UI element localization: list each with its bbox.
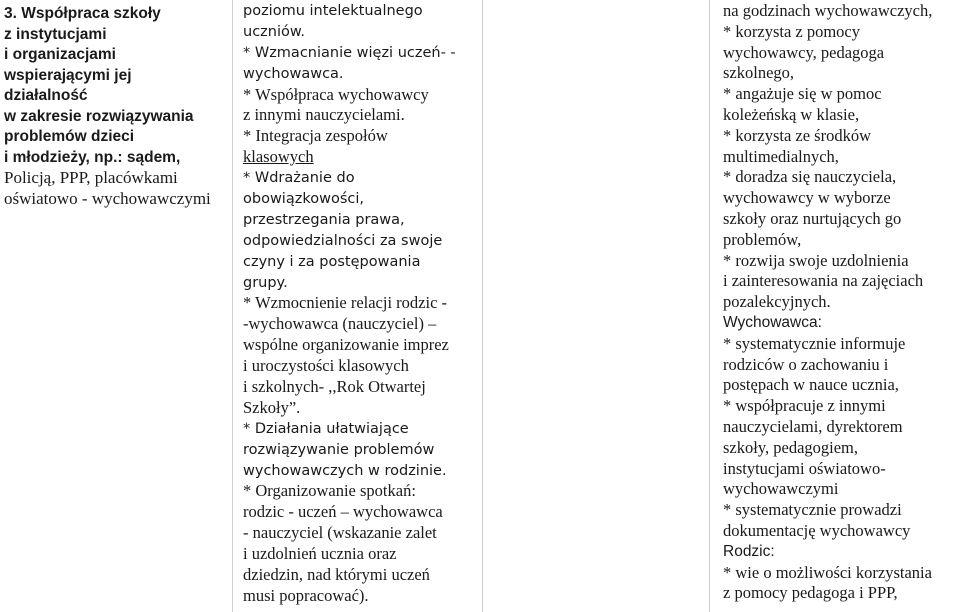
- text-line: 3. Współpraca szkoły: [4, 5, 161, 22]
- text-line: działalność: [4, 87, 88, 104]
- text-line: Policją, PPP, placówkami: [4, 168, 178, 187]
- text-line: instytucjami oświatowo-: [723, 458, 886, 478]
- text-line: wychowawczymi: [723, 479, 839, 499]
- text-line: koleżeńską w klasie,: [723, 104, 860, 124]
- text-line: szkolnego,: [723, 63, 795, 83]
- text-line: szkoły, pedagogiem,: [723, 437, 859, 457]
- text-line: * angażuje się w pomoc: [723, 84, 882, 104]
- text-line: z innymi nauczycielami.: [243, 105, 405, 125]
- text-line: rozwiązywanie problemów: [243, 441, 435, 458]
- text-line: wychowawczych w rodzinie.: [243, 462, 447, 479]
- table-column-institutions: [0, 0, 233, 612]
- section-heading: Rodzic:: [723, 542, 775, 560]
- table-column-empty: [483, 0, 710, 612]
- text-line: i uzdolnień ucznia oraz: [243, 544, 397, 564]
- text-line: rodzic - uczeń – wychowawca: [243, 502, 443, 522]
- text-line: * systematycznie informuje: [723, 333, 906, 353]
- text-line: z pomocy pedagoga i PPP,: [723, 583, 898, 603]
- text-line: wspólne organizowanie imprez: [243, 335, 449, 355]
- text-line: odpowiedzialności za swoje: [243, 232, 443, 249]
- text-line: i organizacjami: [4, 46, 116, 63]
- text-line: grupy.: [243, 274, 288, 291]
- text-line: uczniów.: [243, 23, 306, 40]
- text-line: * Wdrażanie do: [243, 170, 355, 187]
- text-line: - nauczyciel (wskazanie zalet: [243, 523, 437, 543]
- text-line: oświatowo - wychowawczymi: [4, 188, 211, 208]
- text-line: postępach w nauce ucznia,: [723, 375, 899, 395]
- text-line: Szkoły”.: [243, 397, 301, 417]
- text-line: szkoły oraz nurtujących go: [723, 208, 902, 228]
- text-line: klasowych: [243, 147, 314, 167]
- text-line: * Integracja zespołów: [243, 126, 388, 146]
- text-line: dokumentację wychowawcy: [723, 520, 911, 540]
- text-line: poziomu intelektualnego: [243, 3, 423, 19]
- text-line: wychowawcy w wyborze: [723, 188, 891, 208]
- text-line: czyny i za postępowania: [243, 253, 421, 270]
- text-line: * wie o możliwości korzystania: [723, 562, 932, 582]
- text-line: * doradza się nauczyciela,: [723, 167, 897, 187]
- text-line: wspierającymi jej: [4, 66, 132, 84]
- text-line: * Wzmacnianie więzi uczeń- -: [243, 44, 456, 61]
- text-line: obowiązkowości,: [243, 191, 364, 208]
- text-line: musi popracować).: [243, 585, 369, 605]
- text-line: i uroczystości klasowych: [243, 356, 409, 376]
- text-line: na godzinach wychowawczych,: [723, 1, 933, 20]
- text-line: i szkolnych- ,,Rok Otwartej: [243, 377, 426, 397]
- text-line: * korzysta z pomocy: [723, 21, 861, 41]
- text-line: * współpracuje z innymi: [723, 396, 886, 416]
- text-line: * Działania ułatwiające: [243, 420, 409, 437]
- text-line: z instytucjami: [4, 25, 107, 43]
- text-line: -wychowawca (nauczyciel) –: [243, 314, 437, 334]
- text-line: * korzysta ze środków: [723, 125, 872, 145]
- text-line: wychowawcy, pedagoga: [723, 42, 885, 62]
- text-line: * rozwija swoje uzdolnienia: [723, 250, 909, 270]
- text-line: problemów dzieci: [4, 128, 135, 145]
- text-line: * Organizowanie spotkań:: [243, 481, 416, 501]
- table-column-responsibilities: [710, 0, 960, 612]
- text-line: i młodzieży, np.: sądem,: [4, 148, 181, 166]
- text-line: i zainteresowania na zajęciach: [723, 271, 924, 291]
- text-line: * Wzmocnienie relacji rodzic -: [243, 293, 448, 313]
- text-line: * systematycznie prowadzi: [723, 500, 902, 520]
- text-line: * Współpraca wychowawcy: [243, 84, 429, 104]
- text-line: w zakresie rozwiązywania: [4, 107, 194, 125]
- text-line: dziedzin, nad którymi uczeń: [243, 565, 430, 585]
- text-line: wychowawca.: [243, 65, 344, 82]
- text-line: nauczycielami, dyrektorem: [723, 416, 903, 436]
- table-column-tasks: [233, 0, 483, 612]
- text-line: multimedialnych,: [723, 146, 839, 166]
- text-line: przestrzegania prawa,: [243, 211, 405, 228]
- text-line: rodziców o zachowaniu i: [723, 354, 889, 374]
- text-line: problemów,: [723, 229, 802, 249]
- text-line: pozalekcyjnych.: [723, 292, 831, 312]
- section-heading: Wychowawca:: [723, 313, 822, 331]
